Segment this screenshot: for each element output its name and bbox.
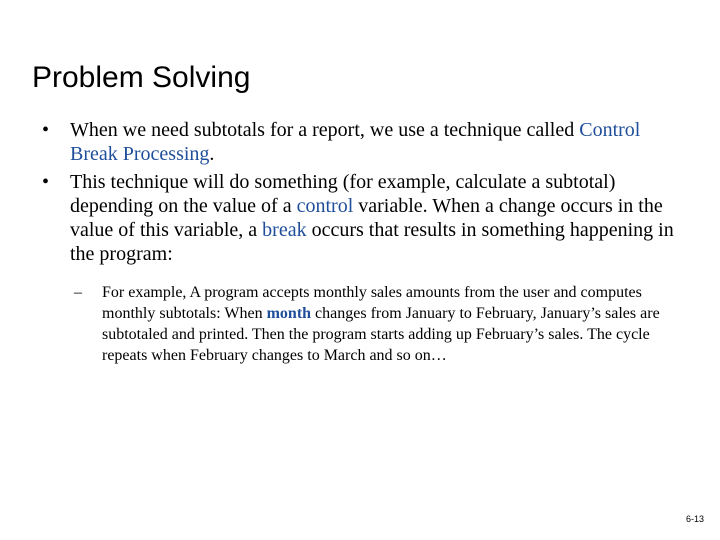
highlight-term: control xyxy=(296,195,354,217)
bullet-text: . xyxy=(209,143,215,165)
bullet-list xyxy=(40,118,690,366)
sub-bullet-text: For example, A program accepts monthly sales amounts from the user and computes monthly subtotals: When xyxy=(102,284,642,322)
bullet-text: This technique will do something (for example, calculate a subtotal) depending on the value of a xyxy=(70,171,616,217)
bullet-text: variable. When a change occurs in the value of this variable, a xyxy=(70,195,663,241)
bullet-text: occurs that results in something happening in the program: xyxy=(70,219,674,265)
highlight-term: break xyxy=(262,219,307,241)
sub-bullet-item xyxy=(40,282,688,366)
bullet-text: When we need subtotals for a report, we use a technique called xyxy=(70,119,580,141)
bullet-marker: • xyxy=(42,171,50,193)
highlight-term: month xyxy=(266,305,312,322)
highlight-term: Control Break Processing xyxy=(70,119,641,165)
bullet-item xyxy=(40,118,690,166)
page-number: 6-13 xyxy=(685,514,704,524)
bullet-marker: • xyxy=(42,119,50,141)
sub-bullet-text: changes from January to February, January’s sales are subtotaled and printed. Then the program starts adding up February’s sales. The cycle repeats when February changes to March and so on… xyxy=(102,305,660,364)
sub-bullet-marker: – xyxy=(74,284,82,301)
slide-title: Problem Solving xyxy=(32,61,251,94)
bullet-item xyxy=(40,170,690,266)
